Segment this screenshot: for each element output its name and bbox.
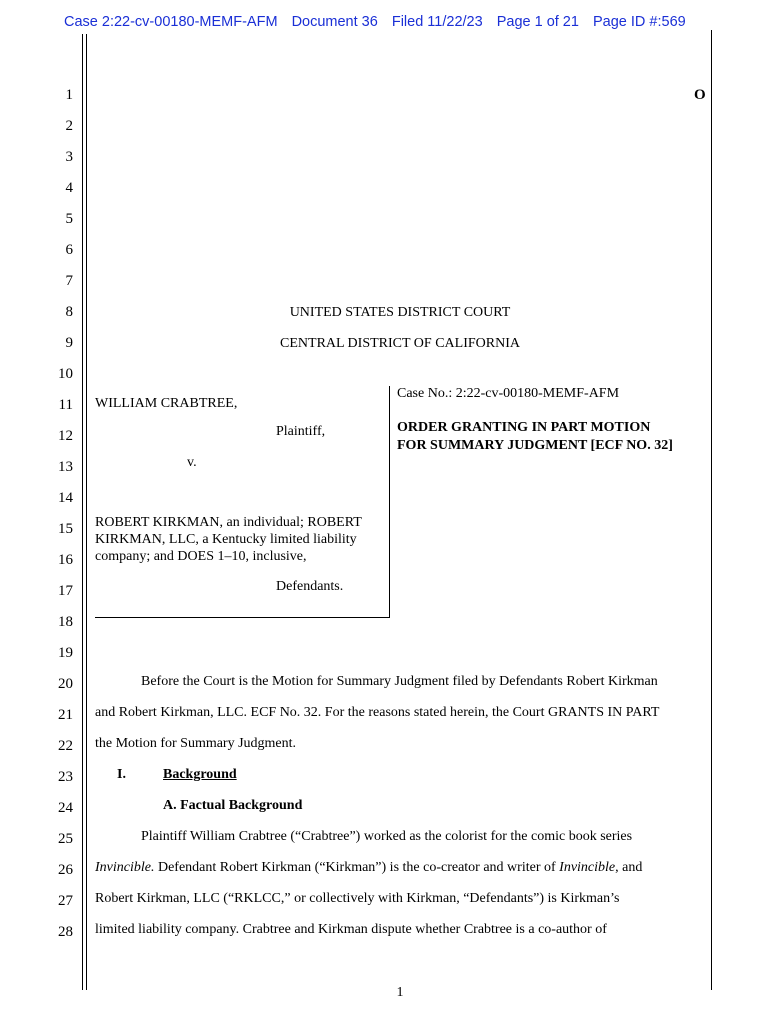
plaintiff-name: WILLIAM CRABTREE, [95,396,238,411]
section-number: I. [117,767,126,782]
italic-title: Invincible. [95,860,155,875]
filing-header [64,14,696,30]
paragraph-line-4: limited liability company. Crabtree and Kirkman dispute whether Crabtree is a co-author of [95,922,607,937]
line-number: 14 [58,490,73,506]
defendants-line-2: KIRKMAN, LLC, a Kentucky limited liability [95,532,357,547]
header-document: Document 36 [291,14,378,30]
line-number: 6 [65,242,73,258]
order-title-line-1: ORDER GRANTING IN PART MOTION [397,420,651,435]
line-number: 25 [58,831,73,847]
paragraph-text: Defendant Robert Kirkman (“Kirkman”) is the co-creator and writer of [154,860,560,875]
line-number: 17 [58,583,73,599]
line-number: 12 [58,428,73,444]
line-number: 8 [65,304,73,320]
line-number: 26 [58,862,73,878]
header-filed-date: Filed 11/22/23 [391,14,483,30]
plaintiff-role: Plaintiff, [276,424,326,439]
line-number: 21 [58,707,73,723]
defendants-line-3: company; and DOES 1–10, inclusive, [95,549,307,564]
header-page: Page 1 of 21 [496,14,579,30]
paragraph-line-3: Robert Kirkman, LLC (“RKLCC,” or collectively with Kirkman, “Defendants”) is Kirkman’s [95,891,620,906]
page-number: 1 [396,985,404,1000]
line-number: 11 [58,397,73,413]
header-page-id: Page ID #:569 [592,14,686,30]
line-number: 3 [65,149,73,165]
caption-divider-horizontal [95,617,390,618]
italic-title: Invincible [559,860,616,875]
defendants-line-1: ROBERT KIRKMAN, an individual; ROBERT [95,515,362,530]
paragraph-line-2 [95,859,642,877]
line-number: 13 [58,459,73,475]
line-number: 7 [65,273,73,289]
left-margin-rule-outer [82,34,83,990]
line-number: 24 [58,800,73,816]
defendants-role: Defendants. [276,579,344,594]
section-title: Background [163,767,237,782]
line-number: 1 [65,87,73,103]
line-number: 27 [58,893,73,909]
intro-line-3: the Motion for Summary Judgment. [95,736,297,751]
line-number: 16 [58,552,73,568]
line-number: 10 [58,366,73,382]
line-number: 19 [58,645,73,661]
header-case-number: Case 2:22-cv-00180-MEMF-AFM [64,14,278,30]
line-number: 2 [65,118,73,134]
case-number: Case No.: 2:22-cv-00180-MEMF-AFM [397,386,620,401]
intro-line-2: and Robert Kirkman, LLC. ECF No. 32. For the reasons stated herein, the Court GRANTS IN PART [95,705,660,720]
line-number: 9 [65,335,73,351]
line-number: 23 [58,769,73,785]
line-number: 5 [65,211,73,227]
caption-divider-vertical [389,386,390,618]
corner-mark: O [694,87,706,103]
line-number: 4 [65,180,73,196]
right-margin-rule [711,30,712,990]
subsection-title: A. Factual Background [163,798,303,813]
court-district: CENTRAL DISTRICT OF CALIFORNIA [280,336,520,351]
line-number: 22 [58,738,73,754]
versus: v. [187,455,197,470]
line-number: 15 [58,521,73,537]
court-name: UNITED STATES DISTRICT COURT [289,305,511,320]
order-title-line-2: FOR SUMMARY JUDGMENT [ECF NO. 32] [397,438,673,453]
intro-line-1: Before the Court is the Motion for Summary Judgment filed by Defendants Robert Kirkman [141,674,658,689]
left-margin-rule-inner [86,34,87,990]
line-number: 18 [58,614,73,630]
paragraph-text: , and [615,860,643,875]
line-number: 20 [58,676,73,692]
paragraph-line-1: Plaintiff William Crabtree (“Crabtree”) worked as the colorist for the comic book series [141,829,633,844]
line-number: 28 [58,924,73,940]
